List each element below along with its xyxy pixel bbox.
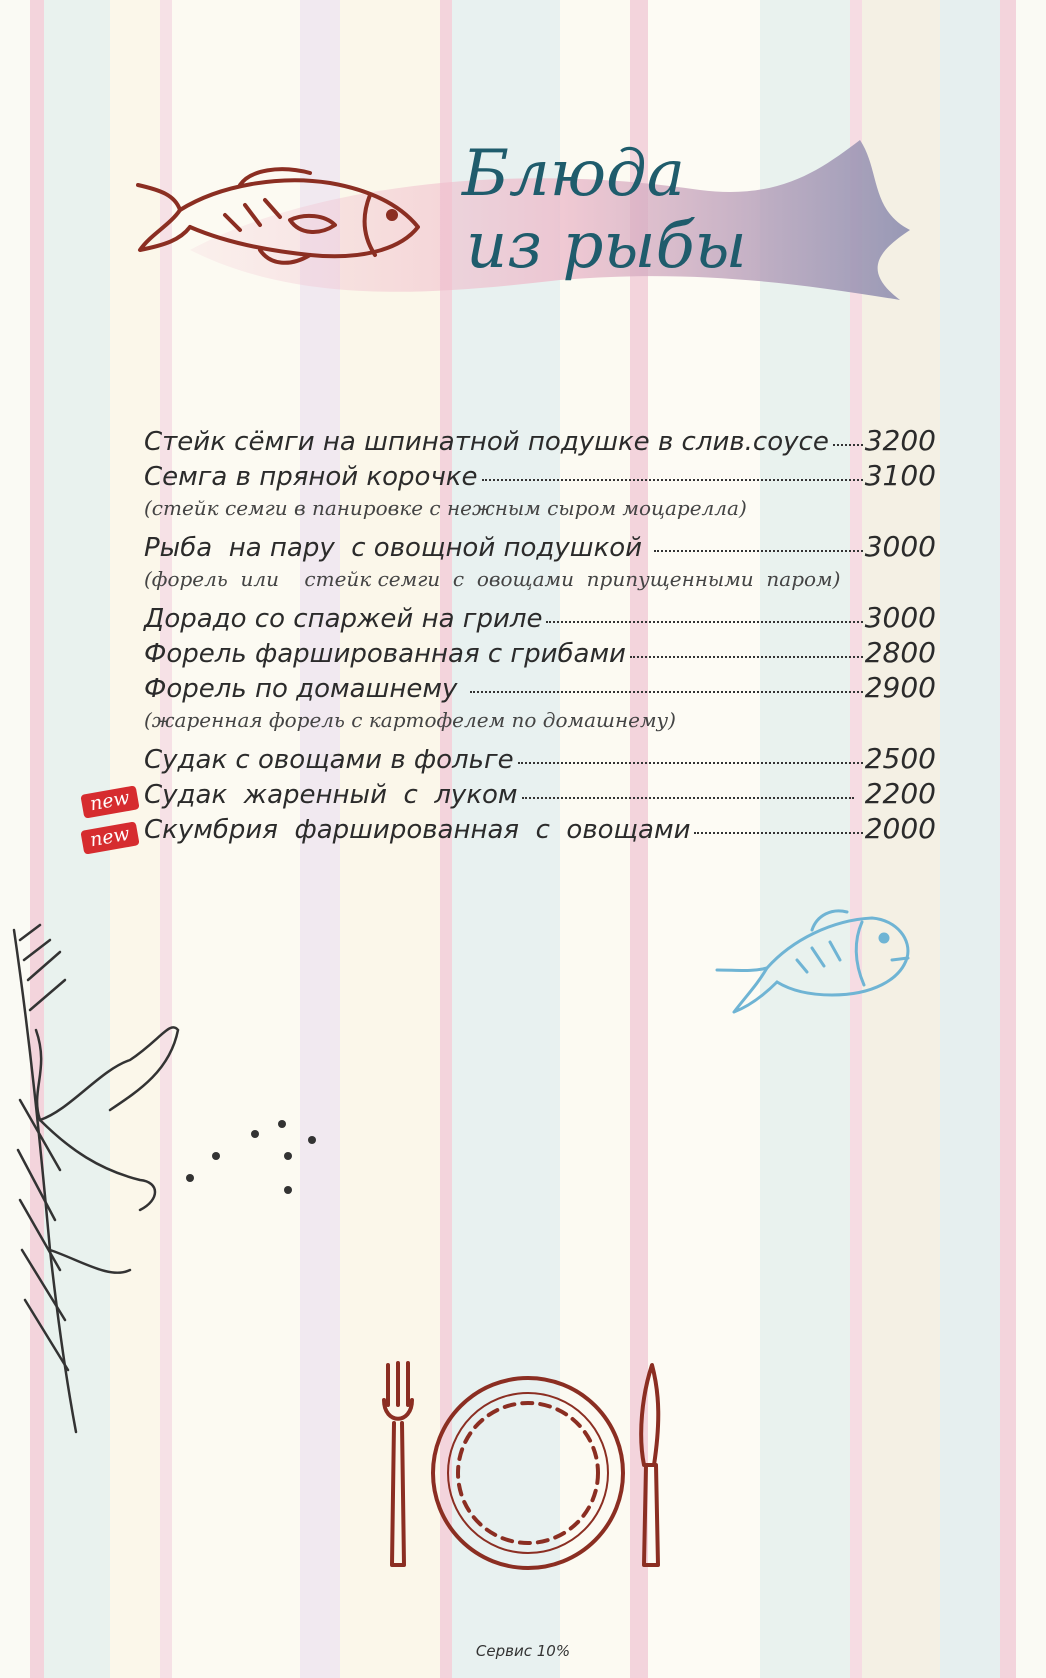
menu-item-price: 2800 (864, 636, 936, 669)
herb-sprig-illustration (10, 920, 190, 1440)
dot-leader (630, 656, 863, 658)
dot-leader (833, 444, 863, 446)
dot-leader (470, 691, 863, 693)
menu-item-price: 3000 (864, 530, 936, 563)
menu-item-name: Скумбрия фаршированная с овощами (144, 815, 691, 845)
menu-item (144, 671, 936, 706)
menu-item-price: 2500 (864, 742, 936, 775)
plate-cutlery-illustration (370, 1355, 680, 1585)
new-badge: new (80, 785, 139, 818)
menu-list (144, 424, 936, 847)
menu-item (144, 742, 936, 777)
menu-item-name: Форель фаршированная с грибами (144, 639, 626, 669)
dot-leader (522, 797, 854, 799)
menu-item-note: (стейк семги в панировке с нежным сыром моцарелла) (144, 496, 747, 520)
menu-item-name: Форель по домашнему (144, 674, 466, 704)
menu-item (144, 812, 936, 847)
menu-item-name: Судак с овощами в фольге (144, 745, 514, 775)
menu-item (144, 601, 936, 636)
blue-fish-illustration (712, 900, 912, 1020)
dot-leader (694, 832, 862, 834)
menu-item-name: Семга в пряной корочке (144, 462, 478, 492)
dot-leader (654, 550, 862, 552)
menu-item-name: Стейк сёмги на шпинатной подушке в слив.соусе (144, 427, 829, 457)
dot-leader (518, 762, 863, 764)
dot-leader (546, 621, 862, 623)
title-line-1: Блюда (462, 137, 685, 211)
new-badge: new (80, 821, 139, 854)
menu-item-name: Судак жаренный с луком (144, 780, 518, 810)
page-title (462, 138, 747, 282)
menu-item (144, 777, 936, 812)
brown-fish-illustration (130, 155, 430, 275)
menu-item-price: 3000 (864, 601, 936, 634)
service-charge-note: Сервис 10% (475, 1642, 571, 1660)
pepper-dots-decoration (180, 1110, 320, 1210)
menu-item-note: (жаренная форель с картофелем по домашнему) (144, 708, 676, 732)
menu-item-price: 3100 (864, 459, 936, 492)
menu-item-price: 2000 (864, 812, 936, 845)
menu-item (144, 636, 936, 671)
menu-item-price: 2200 (855, 777, 936, 810)
menu-item-note: (форель или стейк семги с овощами припущенными паром) (144, 567, 841, 591)
menu-item (144, 459, 936, 494)
menu-item-name: Дорадо со спаржей на гриле (144, 604, 543, 634)
menu-item-price: 2900 (864, 671, 936, 704)
menu-item (144, 530, 936, 565)
menu-item-name: Рыба на пару с овощной подушкой (144, 533, 651, 563)
menu-item-price: 3200 (864, 424, 936, 457)
title-line-2: из рыбы (466, 209, 747, 283)
dot-leader (482, 479, 863, 481)
menu-item (144, 424, 936, 459)
